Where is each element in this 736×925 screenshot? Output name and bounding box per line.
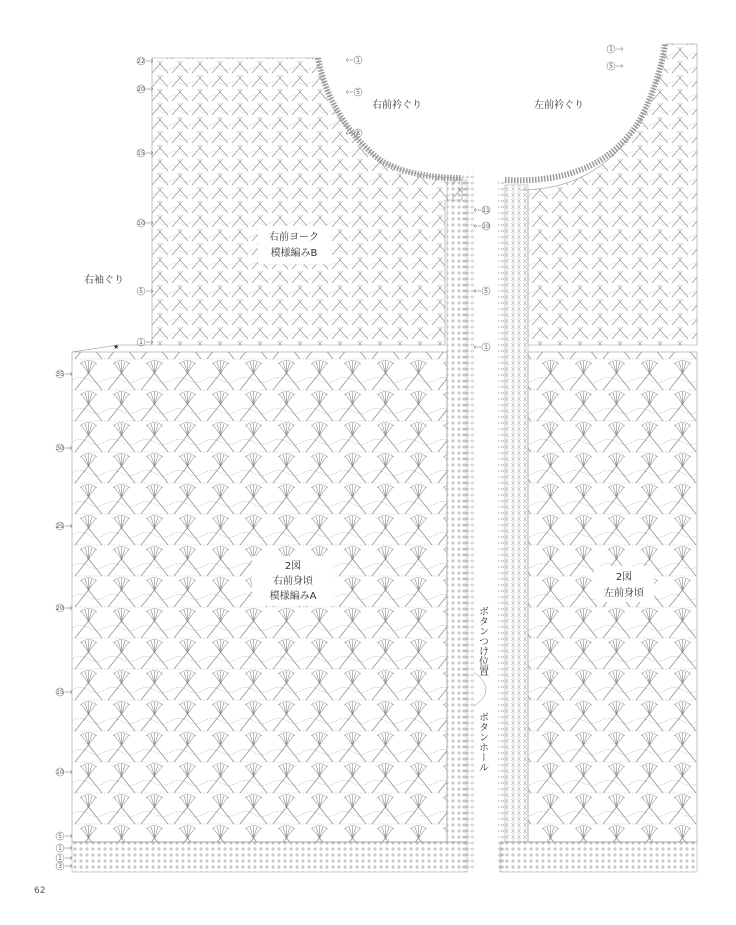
row-marker-arrow (65, 606, 72, 610)
row-marker-arrow (616, 64, 623, 68)
left-front-band (505, 185, 528, 842)
row-marker-label: 8 (356, 130, 360, 137)
row-marker-label: 15 (137, 150, 145, 157)
row-marker-label: 5 (484, 288, 488, 295)
row-marker-label: 35 (56, 371, 64, 378)
row-marker-label: 25 (56, 523, 64, 530)
button-position-label: ボタンつけ位置 (476, 606, 488, 676)
row-marker-arrow (65, 770, 72, 774)
row-marker-label: 10 (482, 223, 490, 230)
row-marker-arrow (65, 372, 72, 376)
row-marker-label: 3 (58, 863, 62, 870)
right-body-label-2: 右前身頃 (273, 576, 313, 587)
right-yoke-label-2: 模様編みB (270, 248, 318, 259)
row-marker-label: 1 (58, 855, 62, 862)
right-armhole-label: 右袖ぐり (84, 275, 124, 286)
left-neckline-label: 左前衿ぐり (534, 100, 584, 111)
row-marker-label: 1 (609, 46, 613, 53)
row-marker-arrow (146, 151, 153, 155)
row-marker-arrow (474, 224, 481, 228)
row-marker-arrow (65, 856, 72, 860)
row-marker-arrow (474, 208, 481, 212)
row-marker-arrow (146, 340, 153, 344)
right-yoke-label-1: 右前ヨーク (269, 232, 319, 243)
row-marker-label: 10 (137, 220, 145, 227)
row-marker-arrow (146, 289, 153, 293)
row-marker-arrow (146, 59, 153, 63)
row-marker-label: 11 (482, 207, 490, 214)
left-band-edge (498, 178, 506, 872)
row-marker-label: 15 (56, 689, 64, 696)
row-marker-label: 22 (137, 58, 145, 65)
row-marker-arrow (616, 47, 623, 51)
buttonhole-label: ボタンホール (476, 712, 488, 772)
page-number: 62 (34, 886, 46, 896)
row-marker-label: 20 (56, 605, 64, 612)
row-marker-label: 1 (139, 339, 143, 346)
row-marker-label: 1 (58, 845, 62, 852)
left-body-label-1: 2図 (615, 572, 633, 583)
right-front-panel (72, 58, 474, 872)
row-marker-arrow (65, 834, 72, 838)
row-marker-label: 1 (356, 57, 360, 64)
row-marker-label: 5 (139, 288, 143, 295)
row-marker-label: 5 (609, 63, 613, 70)
row-marker-arrow (65, 524, 72, 528)
row-marker-label: 5 (356, 89, 360, 96)
row-marker-arrow (146, 221, 153, 225)
left-body-label-2: 左前身頃 (604, 588, 644, 599)
row-marker-arrow (346, 90, 353, 94)
left-yoke-area (520, 44, 697, 345)
right-bottom-band (72, 842, 467, 872)
row-marker-arrow (346, 58, 353, 62)
row-marker-arrow (65, 864, 72, 868)
right-body-label-3: 模様編みA (269, 591, 317, 602)
row-marker-label: 10 (56, 769, 64, 776)
row-marker-arrow (65, 446, 72, 450)
row-marker-label: 1 (484, 344, 488, 351)
right-body-label-1: 2図 (284, 561, 302, 572)
right-neckline-label: 右前衿ぐり (372, 100, 422, 111)
star-icon: ★ (113, 343, 120, 351)
row-marker-label: 30 (56, 445, 64, 452)
row-marker-arrow (65, 690, 72, 694)
left-front-panel (498, 44, 697, 872)
row-marker-arrow (474, 289, 481, 293)
row-marker-arrow (65, 846, 72, 850)
left-bottom-band (500, 842, 697, 872)
row-marker-label: 5 (58, 833, 62, 840)
row-marker-arrow (474, 345, 481, 349)
row-marker-arrow (146, 87, 153, 91)
row-marker-label: 20 (137, 86, 145, 93)
right-band-edge (462, 172, 474, 872)
